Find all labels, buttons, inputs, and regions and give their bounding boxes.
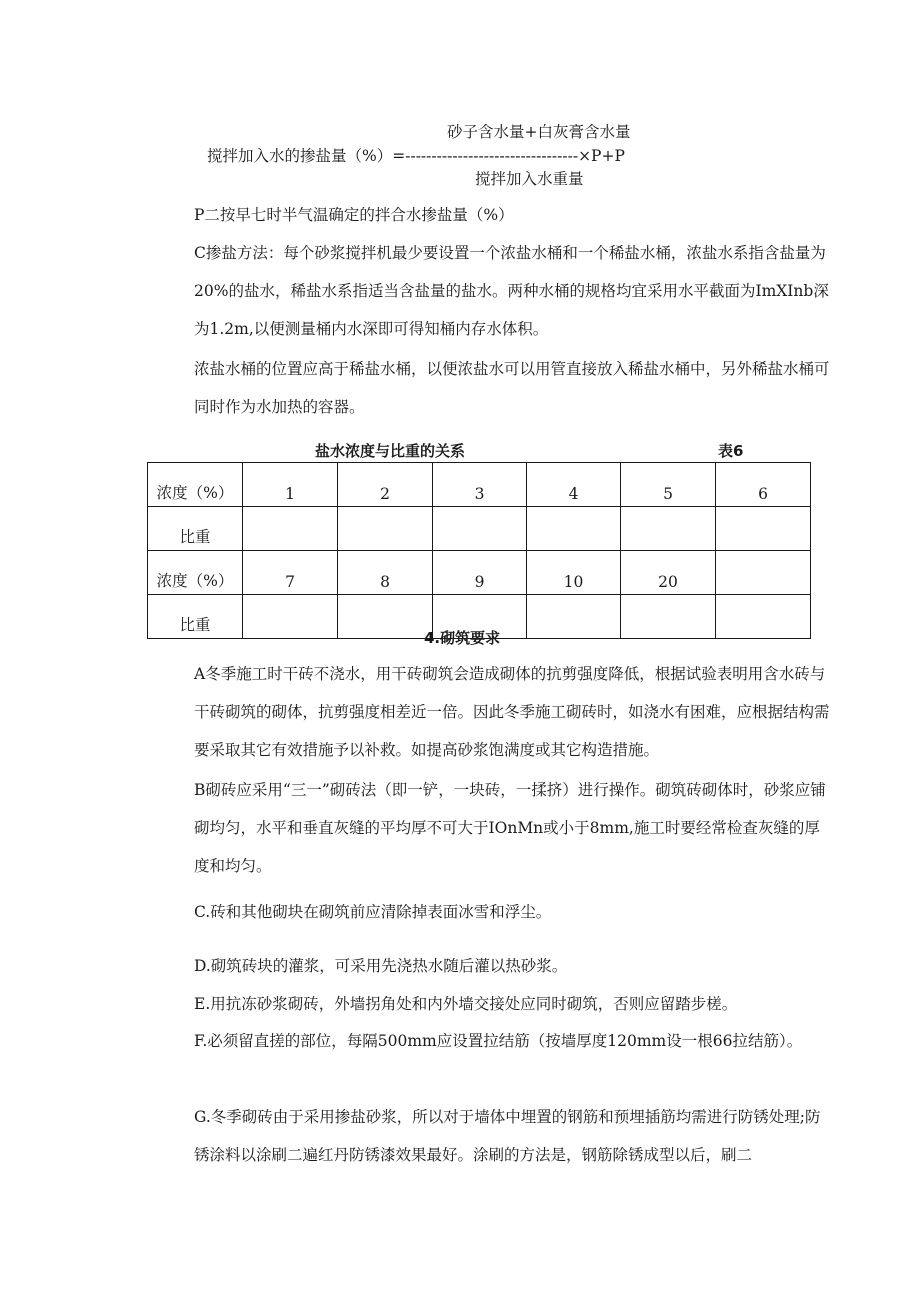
table-cell: 1 (243, 463, 338, 507)
table-cell (433, 507, 527, 551)
table-cell: 4 (527, 463, 621, 507)
table-cell (621, 507, 716, 551)
table-cell: 浓度（%） (148, 551, 243, 595)
section-heading: 4.砌筑要求 (424, 629, 501, 647)
table-cell: 3 (433, 463, 527, 507)
table-cell (243, 595, 338, 639)
table-cell (621, 595, 716, 639)
paragraph-c: C.砖和其他砌块在砌筑前应清除掉表面冰雪和浮尘。 (194, 903, 552, 921)
table-caption: 盐水浓度与比重的关系 (315, 442, 466, 460)
table-cell: 9 (433, 551, 527, 595)
table-cell: 6 (716, 463, 811, 507)
table-cell (243, 507, 338, 551)
table-cell (716, 551, 811, 595)
table-cell (716, 595, 811, 639)
formula-left-side: 搅拌加入水的掺盐量（%）= (207, 147, 406, 165)
table-cell: 比重 (148, 507, 243, 551)
table-cell (716, 507, 811, 551)
table-cell (338, 507, 433, 551)
table-cell: 20 (621, 551, 716, 595)
paragraph-c-method: C掺盐方法：每个砂浆搅拌机最少要设置一个浓盐水桶和一个稀盐水桶，浓盐水系指含盐量为20%的盐水，稀盐水系指适当含盐量的盐水。两种水桶的规格均宜采用水平截面为ImXInb深为1.2m,以便测量桶内水深即可得知桶内存水体积。 (194, 244, 829, 338)
table-cell: 2 (338, 463, 433, 507)
table-row (148, 551, 811, 595)
table-cell (338, 595, 433, 639)
table-number: 表6 (718, 442, 744, 460)
paragraph-p-definition: P二按早七时半气温确定的拌合水掺盐量（%） (194, 206, 514, 224)
table-cell (527, 507, 621, 551)
paragraph-a: A冬季施工时干砖不浇水，用干砖砌筑会造成砌体的抗剪强度降低，根据试验表明用含水砖与干砖砌筑的砌体，抗剪强度相差近一倍。因此冬季施工砌砖时，如浇水有困难，应根据结构需要采取其它有效措施予以补救。如提高砂浆饱满度或其它构造措施。 (194, 665, 830, 759)
table-cell (527, 595, 621, 639)
table-row (148, 507, 811, 551)
table-cell: 8 (338, 551, 433, 595)
table-cell: 比重 (148, 595, 243, 639)
paragraph-e: E.用抗冻砂浆砌砖，外墙拐角处和内外墙交接处应同时砌筑，否则应留踏步槎。 (194, 995, 738, 1013)
formula-denominator: 搅拌加入水重量 (475, 170, 584, 188)
table-cell: 5 (621, 463, 716, 507)
formula-numerator: 砂子含水量+白灰膏含水量 (447, 123, 631, 141)
table-cell: 10 (527, 551, 621, 595)
paragraph-f: F.必须留直搓的部位，每隔500mm应设置拉结筋（按墙厚度120mm设一根66拉结筋）。 (194, 1032, 803, 1050)
formula-expression (207, 144, 625, 166)
paragraph-g: G.冬季砌砖由于采用掺盐砂浆，所以对于墙体中埋置的钢筋和预埋插筋均需进行防锈处理;防锈涂料以涂刷二遍红丹防锈漆效果最好。涂刷的方法是，钢筋除锈成型以后，刷二 (194, 1108, 821, 1164)
table-row (148, 463, 811, 507)
table-cell: 浓度（%） (148, 463, 243, 507)
table-cell: 7 (243, 551, 338, 595)
paragraph-d: D.砌筑砖块的灌浆，可采用先浇热水随后灌以热砂浆。 (194, 957, 568, 975)
formula-fraction-bar: --------------------------------- (405, 147, 579, 165)
salt-concentration-table (147, 462, 811, 639)
paragraph-b: B砌砖应采用“三一”砌砖法（即一铲，一块砖，一揉挤）进行操作。砌筑砖砌体时，砂浆应铺砌均匀，水平和垂直灰缝的平均厚不可大于IOnMn或小于8mm,施工时要经常检查灰缝的厚度和均匀。 (194, 781, 826, 875)
formula-suffix: ×P+P (578, 147, 625, 165)
paragraph-tank-position: 浓盐水桶的位置应高于稀盐水桶，以便浓盐水可以用管直接放入稀盐水桶中，另外稀盐水桶可同时作为水加热的容器。 (194, 360, 830, 416)
